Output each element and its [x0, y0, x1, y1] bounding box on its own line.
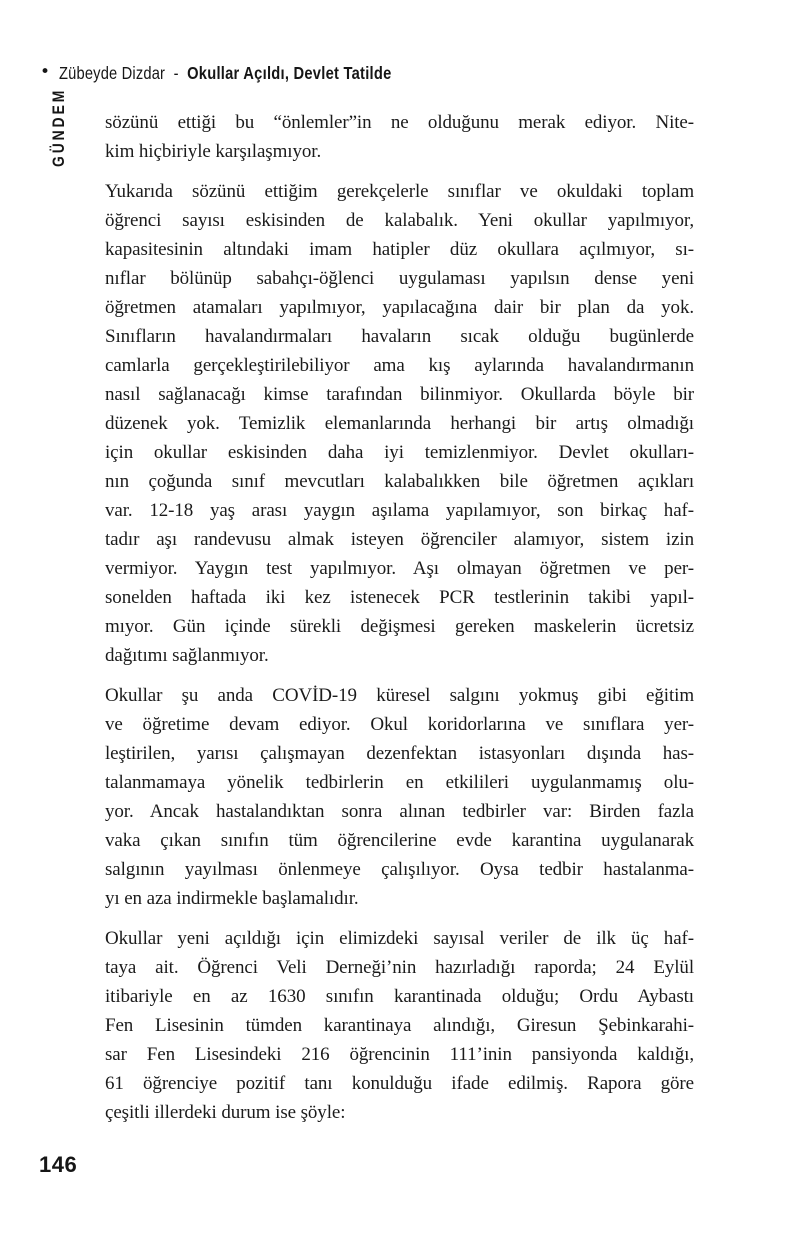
- chapter-title: Okullar Açıldı, Devlet Tatilde: [187, 63, 392, 83]
- text-line: öğretmen atamaları yapılmıyor, yapılacağına dair bir plan da yok.: [105, 297, 694, 318]
- text-line: sar Fen Lisesindeki 216 öğrencinin 111’inin pansiyonda kaldığı,: [105, 1044, 694, 1065]
- section-label-gundem: GÜNDEM: [50, 87, 68, 167]
- text-line: nıflar bölünüp sabahçı-öğlenci uygulaması yapılsın dense yeni: [105, 268, 694, 289]
- text-line: nın çoğunda sınıf mevcutları kalabalıkken bile öğretmen açıkları: [105, 471, 694, 492]
- text-line: var. 12-18 yaş arası yaygın aşılama yapılamıyor, son birkaç haf-: [105, 500, 694, 521]
- text-line: Yukarıda sözünü ettiğim gerekçelerle sınıflar ve okuldaki toplam: [105, 181, 694, 202]
- text-line: vaka çıkan sınıfın tüm öğrencilerine evde karantina uygulanarak: [105, 830, 694, 851]
- bullet-icon: •: [40, 61, 51, 82]
- text-line: 61 öğrenciye pozitif tanı konulduğu ifade edilmiş. Rapora göre: [105, 1073, 694, 1094]
- paragraph: [105, 681, 694, 913]
- body-text: [105, 108, 694, 1127]
- text-line: için okullar eskisinden daha iyi temizlenmiyor. Devlet okulları-: [105, 442, 694, 463]
- text-line: mıyor. Gün içinde sürekli değişmesi gereken maskelerin ücretsiz: [105, 616, 694, 637]
- header-separator: -: [173, 63, 179, 83]
- text-line: yor. Ancak hastalandıktan sonra alınan tedbirler var: Birden fazla: [105, 801, 694, 822]
- text-line: öğrenci sayısı eskisinden de kalabalık. Yeni okullar yapılmıyor,: [105, 210, 694, 231]
- paragraph: [105, 924, 694, 1127]
- text-line: taya ait. Öğrenci Veli Derneği’nin hazırladığı raporda; 24 Eylül: [105, 957, 694, 978]
- text-line: Sınıfların havalandırmaları havaların sıcak olduğu bugünlerde: [105, 326, 694, 347]
- page-number: 146: [39, 1152, 78, 1177]
- text-line: nasıl sağlanacağı kimse tarafından bilinmiyor. Okullarda böyle bir: [105, 384, 694, 405]
- text-line: camlarla gerçekleştirilebiliyor ama kış aylarında havalandırmanın: [105, 355, 694, 376]
- text-line: düzenek yok. Temizlik elemanlarında herhangi bir artış olmadığı: [105, 413, 694, 434]
- text-line: vermiyor. Yaygın test yapılmıyor. Aşı olmayan öğretmen ve per-: [105, 558, 694, 579]
- text-line: itibariyle en az 1630 sınıfın karantinada olduğu; Ordu Aybastı: [105, 986, 694, 1007]
- text-line: Fen Lisesinin tümden karantinaya alındığı, Giresun Şebinkarahi-: [105, 1015, 694, 1036]
- text-line: çeşitli illerdeki durum ise şöyle:: [105, 1102, 346, 1123]
- text-line: kapasitesinin altındaki imam hatipler düz okullara açılmıyor, sı-: [105, 239, 694, 260]
- text-line: tadır aşı randevusu almak isteyen öğrenciler alamıyor, sistem izin: [105, 529, 694, 550]
- text-line: sonelden haftada iki kez istenecek PCR testlerinin takibi yapıl-: [105, 587, 694, 608]
- header-text: [59, 63, 392, 83]
- text-line: sözünü ettiği bu “önlemler”in ne olduğunu merak ediyor. Nite-: [105, 112, 694, 133]
- text-line: yı en aza indirmekle başlamalıdır.: [105, 888, 359, 909]
- text-line: Okullar şu anda COVİD-19 küresel salgını yokmuş gibi eğitim: [105, 685, 694, 706]
- author-name: Zübeyde Dizdar: [59, 63, 166, 83]
- text-line: kim hiçbiriyle karşılaşmıyor.: [105, 141, 322, 162]
- text-line: Okullar yeni açıldığı için elimizdeki sayısal veriler de ilk üç haf-: [105, 928, 694, 949]
- text-line: leştirilen, yarısı çalışmayan dezenfektan istasyonları dışında has-: [105, 743, 694, 764]
- paragraph: [105, 108, 694, 166]
- text-line: dağıtımı sağlanmıyor.: [105, 645, 269, 666]
- text-line: ve öğretime devam ediyor. Okul koridorlarına ve sınıflara yer-: [105, 714, 694, 735]
- running-header: [40, 63, 455, 83]
- text-line: talanmamaya yönelik tedbirlerin en etkilileri uygulanmamış olu-: [105, 772, 694, 793]
- text-line: salgının yayılması önlenmeye çalışılıyor. Oysa tedbir hastalanma-: [105, 859, 694, 880]
- paragraph: [105, 177, 694, 670]
